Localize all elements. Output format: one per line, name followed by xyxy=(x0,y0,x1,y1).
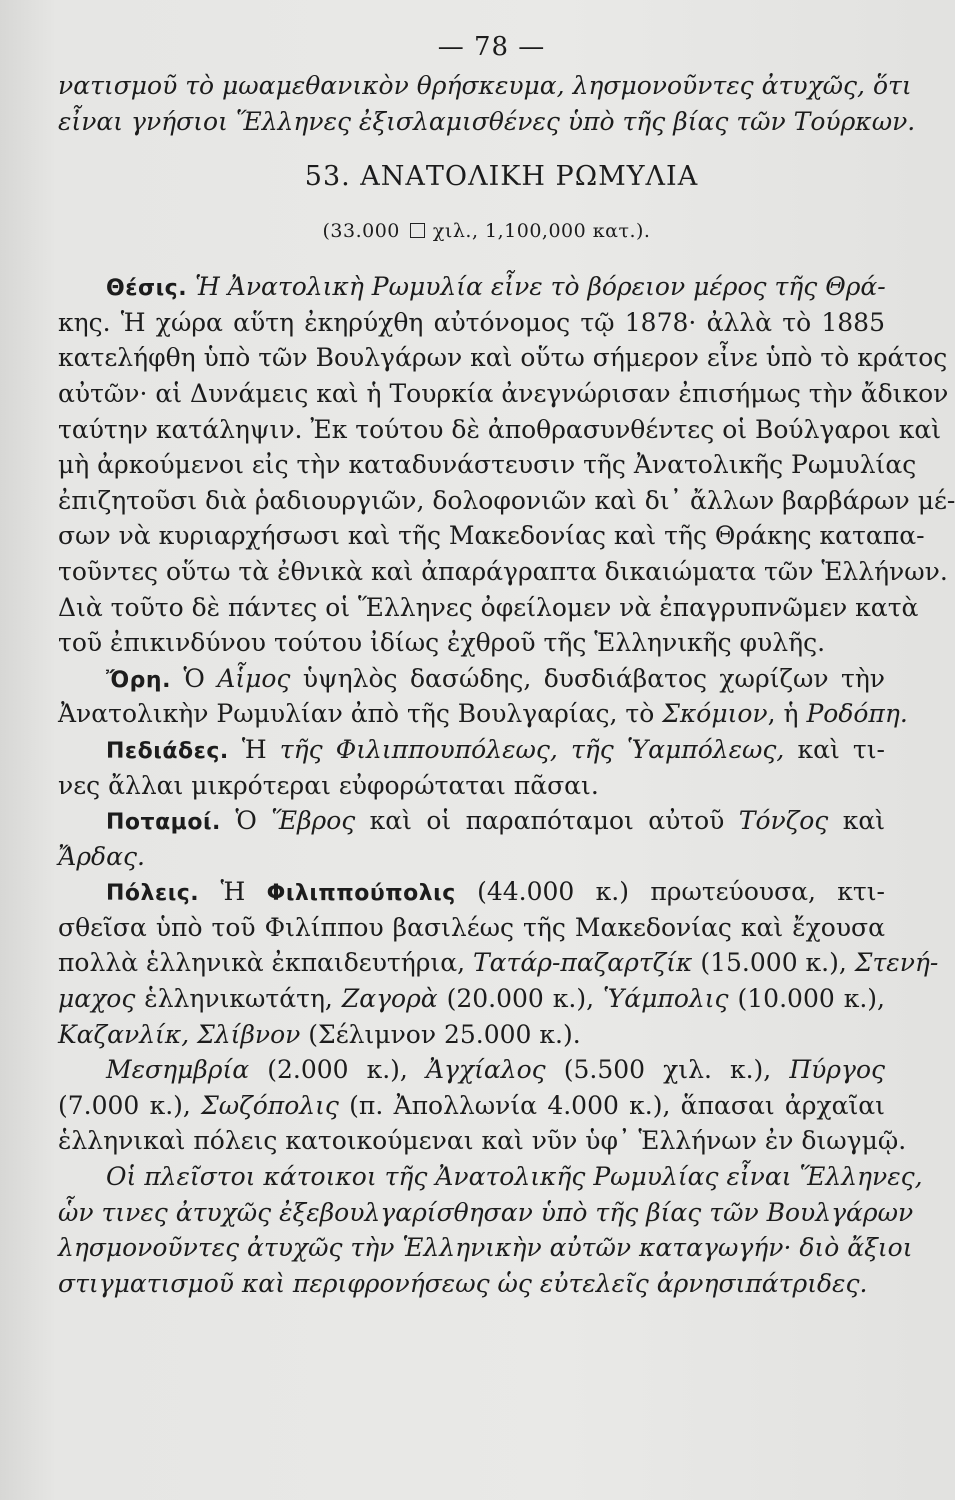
text-line: κατελήφθη ὑπὸ τῶν Βουλγάρων καὶ οὕτω σήμερον εἶνε ὑπὸ τὸ κράτος xyxy=(58,343,948,373)
page-number: — 78 — xyxy=(437,32,546,62)
text-line: (7.000 κ.), Σωζόπολις (π. Ἀπολλωνία 4.000 κ.), ἅπασαι ἀρχαῖαι xyxy=(58,1090,885,1120)
body-text xyxy=(58,68,955,1301)
text-line: Ἀνατολικὴν Ρωμυλίαν ἀπὸ τῆς Βουλγαρίας, τὸ Σκόμιον, ἡ Ροδόπη. xyxy=(58,699,908,729)
thesis-paragraph-line: Θέσις. Ἡ Ἀνατολικὴ Ρωμυλία εἶνε τὸ βόρειον μέρος τῆς Θρά- xyxy=(106,272,886,302)
plains-paragraph-line: Πεδιάδες. Ἡ τῆς Φιλιππουπόλεως, τῆς Ὑαμπόλεως, καὶ τι- xyxy=(106,734,885,764)
text-line: Καζανλίκ, Σλίβνον (Σέλιμνον 25.000 κ.). xyxy=(58,1019,581,1049)
text-line: στιγματισμοῦ καὶ περιφρονήσεως ὡς εὐτελεῖς ἀρνησιπάτριδες. xyxy=(58,1268,868,1298)
text-line: λησμονοῦντες ἀτυχῶς τὴν Ἑλληνικὴν αὐτῶν καταγωγήν· διὸ ἄξιοι xyxy=(58,1233,913,1263)
text-line: ὧν τινες ἀτυχῶς ἐξεβουλγαρίσθησαν ὑπὸ τῆς βίας τῶν Βουλγάρων xyxy=(58,1197,914,1227)
section-title: 53. ΑΝΑΤΟΛΙΚΗ ΡΩΜΥΛΙΑ xyxy=(304,161,699,193)
cities-paragraph-line: Πόλεις. Ἡ Φιλιππούπολις (44.000 κ.) πρωτεύουσα, κτι- xyxy=(106,877,886,907)
text-line: αὐτῶν· αἱ Δυνάμεις καὶ ἡ Τουρκία ἀνεγνώρισαν ἐπισήμως τὴν ἄδικον xyxy=(58,378,949,408)
dimensions-line: (33.000 χιλ., 1,100,000 κατ.). xyxy=(322,220,651,243)
text-line: σων νὰ κυριαρχήσωσι καὶ τῆς Μακεδονίας καὶ τῆς Θράκης καταπα- xyxy=(58,521,925,551)
text-line: εἶναι γνήσιοι Ἕλληνες ἐξισλαμισθένες ὑπὸ τῆς βίας τῶν Τούρκων. xyxy=(58,106,916,136)
text-line: νες ἄλλαι μικρότεραι εὐφορώταται πᾶσαι. xyxy=(58,770,599,800)
text-line: ταύτην κατάληψιν. Ἐκ τούτου δὲ ἀποθρασυνθέντες οἱ Βούλγαροι καὶ xyxy=(58,414,942,444)
text-line: πολλὰ ἑλληνικὰ ἐκπαιδευτήρια, Τατάρ-παζαρτζίκ (15.000 κ.), Στενή- xyxy=(58,948,939,978)
text-line: Μεσημβρία (2.000 κ.), Ἀγχίαλος (5.500 χιλ. κ.), Πύργος xyxy=(106,1055,886,1085)
text-line: νατισμοῦ τὸ μωαμεθανικὸν θρήσκευμα, λησμονοῦντες ἀτυχῶς, ὅτι xyxy=(58,71,912,100)
text-line: μὴ ἀρκούμενοι εἰς τὴν καταδυνάστευσιν τῆς Ἀνατολικῆς Ρωμυλίας xyxy=(58,450,917,480)
rivers-heading: Ποταμοί. xyxy=(106,810,221,836)
cities-heading: Πόλεις. xyxy=(106,881,200,907)
square-symbol-icon xyxy=(410,223,425,238)
text-line: μαχος ἑλληνικωτάτη, Ζαγορὰ (20.000 κ.), Ὑάμπολις (10.000 κ.), xyxy=(58,984,885,1014)
text-line: τοῦ ἐπικινδύνου τούτου ἰδίως ἐχθροῦ τῆς Ἑλληνικῆς φυλῆς. xyxy=(58,628,826,658)
text-line: Διὰ τοῦτο δὲ πάντες οἱ Ἕλληνες ὀφείλομεν νὰ ἐπαγρυπνῶμεν κατὰ xyxy=(58,592,919,622)
plains-heading: Πεδιάδες. xyxy=(106,738,229,764)
text-line: ἑλληνικαὶ πόλεις κατοικούμεναι καὶ νῦν ὑφ᾽ Ἑλλήνων ἐν διωγμῷ. xyxy=(58,1126,907,1156)
mountains-paragraph-line: Ὄρη. Ὁ Αἷμος ὑψηλὸς δασώδης, δυσδιάβατος χωρίζων τὴν xyxy=(106,663,885,693)
thesis-heading: Θέσις. xyxy=(106,276,188,302)
text-line: τοῦντες οὕτω τὰ ἐθνικὰ καὶ ἀπαράγραπτα δικαιώματα τῶν Ἑλλήνων. xyxy=(58,556,948,586)
text-line: Ἄρδας. xyxy=(58,841,145,871)
text-line: σθεῖσα ὑπὸ τοῦ Φιλίππου βασιλέως τῆς Μακεδονίας καὶ ἔχουσα xyxy=(58,912,885,942)
text-line: ἐπιζητοῦσι διὰ ῥαδιουργιῶν, δολοφονιῶν καὶ δι᾽ ἄλλων βαρβάρων μέ- xyxy=(58,485,955,515)
text-line: κης. Ἡ χώρα αὕτη ἐκηρύχθη αὐτόνομος τῷ 1878· ἀλλὰ τὸ 1885 xyxy=(58,307,885,337)
mountains-heading: Ὄρη. xyxy=(106,667,171,693)
rivers-paragraph-line: Ποταμοί. Ὁ Ἕβρος καὶ οἱ παραπόταμοι αὐτοῦ Τόνζος καὶ xyxy=(106,806,885,836)
closing-paragraph-line: Οἱ πλεῖστοι κάτοικοι τῆς Ἀνατολικῆς Ρωμυλίας εἶναι Ἕλληνες, xyxy=(106,1162,923,1192)
